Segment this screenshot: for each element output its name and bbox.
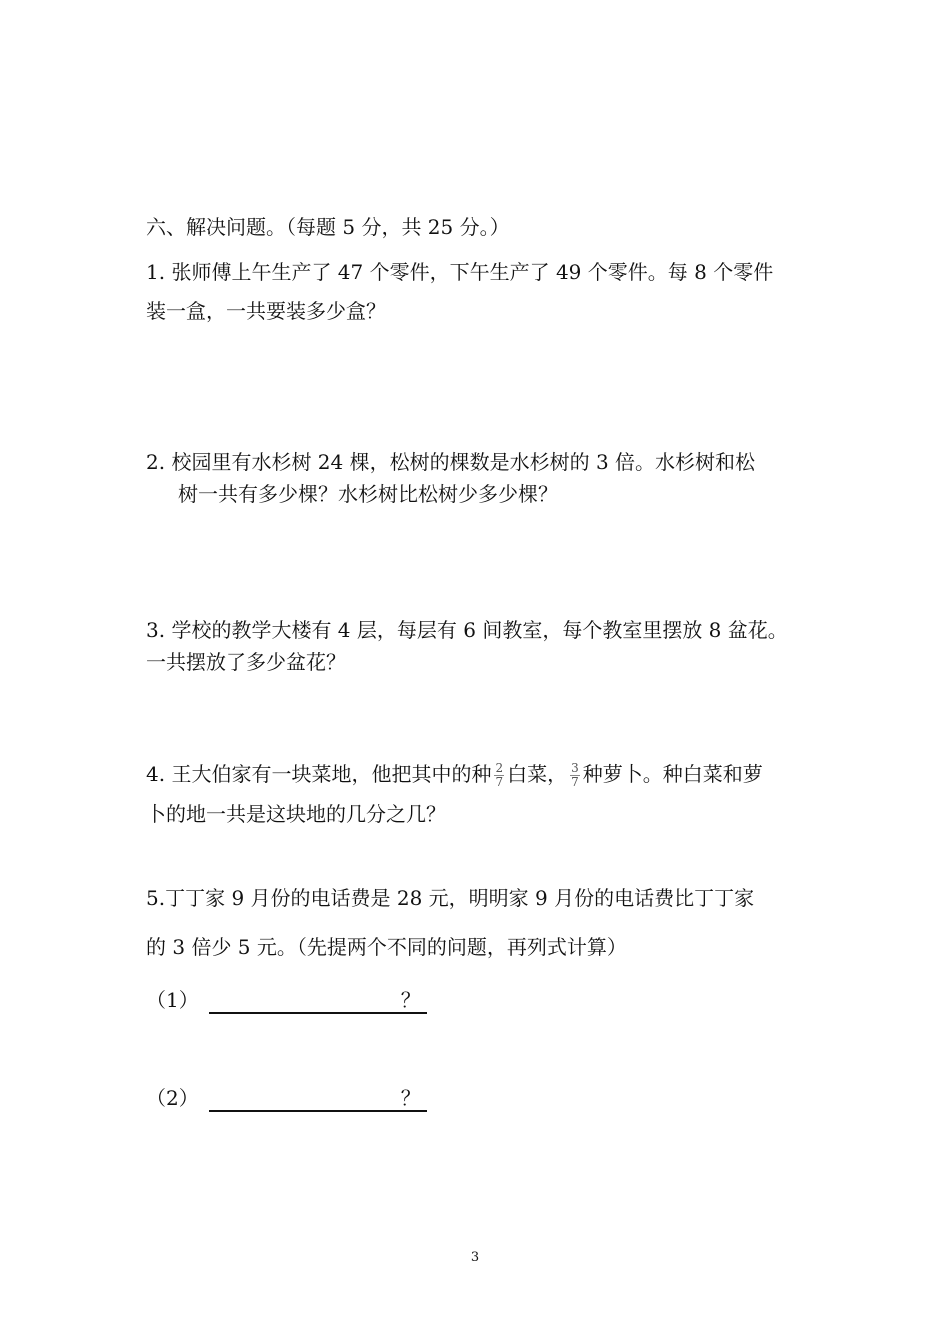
question-1-answer-blank[interactable] <box>209 988 427 1014</box>
fraction-2-numerator: 3 <box>571 761 579 775</box>
fraction-1-denominator: 7 <box>495 775 504 789</box>
problem-4-text-c: 种萝卜。种白菜和萝 <box>582 762 763 786</box>
problem-5-question-1 <box>146 986 427 1014</box>
problem-5-line-2: 的 3 倍少 5 元。（先提两个不同的问题，再列式计算） <box>146 935 627 959</box>
problem-2-line-2: 树一共有多少棵？水杉树比松树少多少棵？ <box>178 482 558 506</box>
problem-4-text-a: 4. 王大伯家有一块菜地，他把其中的种 <box>146 762 492 786</box>
question-1-mark: ？ <box>400 988 421 1012</box>
problem-1-line-1: 1. 张师傅上午生产了 47 个零件，下午生产了 49 个零件。每 8 个零件 <box>146 260 774 284</box>
problem-4-line-1 <box>146 760 763 789</box>
question-1-label: （1） <box>146 988 199 1012</box>
page-number: 3 <box>470 1250 480 1265</box>
problem-2-line-1: 2. 校园里有水杉树 24 棵，松树的棵数是水杉树的 3 倍。水杉树和松 <box>146 450 756 474</box>
problem-3-line-2: 一共摆放了多少盆花？ <box>146 650 346 674</box>
fraction-2-denominator: 7 <box>571 775 579 789</box>
question-2-answer-blank[interactable] <box>209 1086 427 1112</box>
problem-4-text-b: 白菜， <box>507 762 568 786</box>
problem-5-question-2 <box>146 1084 427 1112</box>
problem-4-line-2: 卜的地一共是这块地的几分之几？ <box>146 802 446 826</box>
problem-3-line-1: 3. 学校的教学大楼有 4 层，每层有 6 间教室，每个教室里摆放 8 盆花。 <box>146 618 788 642</box>
fraction-1-numerator: 2 <box>495 761 504 775</box>
section-title: 六、解决问题。（每题 5 分，共 25 分。） <box>146 215 510 239</box>
problem-1-line-2: 装一盒，一共要装多少盒？ <box>146 299 386 323</box>
problem-5-line-1: 5.丁丁家 9 月份的电话费是 28 元，明明家 9 月份的电话费比丁丁家 <box>146 886 755 910</box>
question-2-label: （2） <box>146 1086 199 1110</box>
question-2-mark: ？ <box>400 1086 421 1110</box>
fraction-three-sevenths <box>570 762 580 789</box>
fraction-two-sevenths <box>494 762 504 789</box>
